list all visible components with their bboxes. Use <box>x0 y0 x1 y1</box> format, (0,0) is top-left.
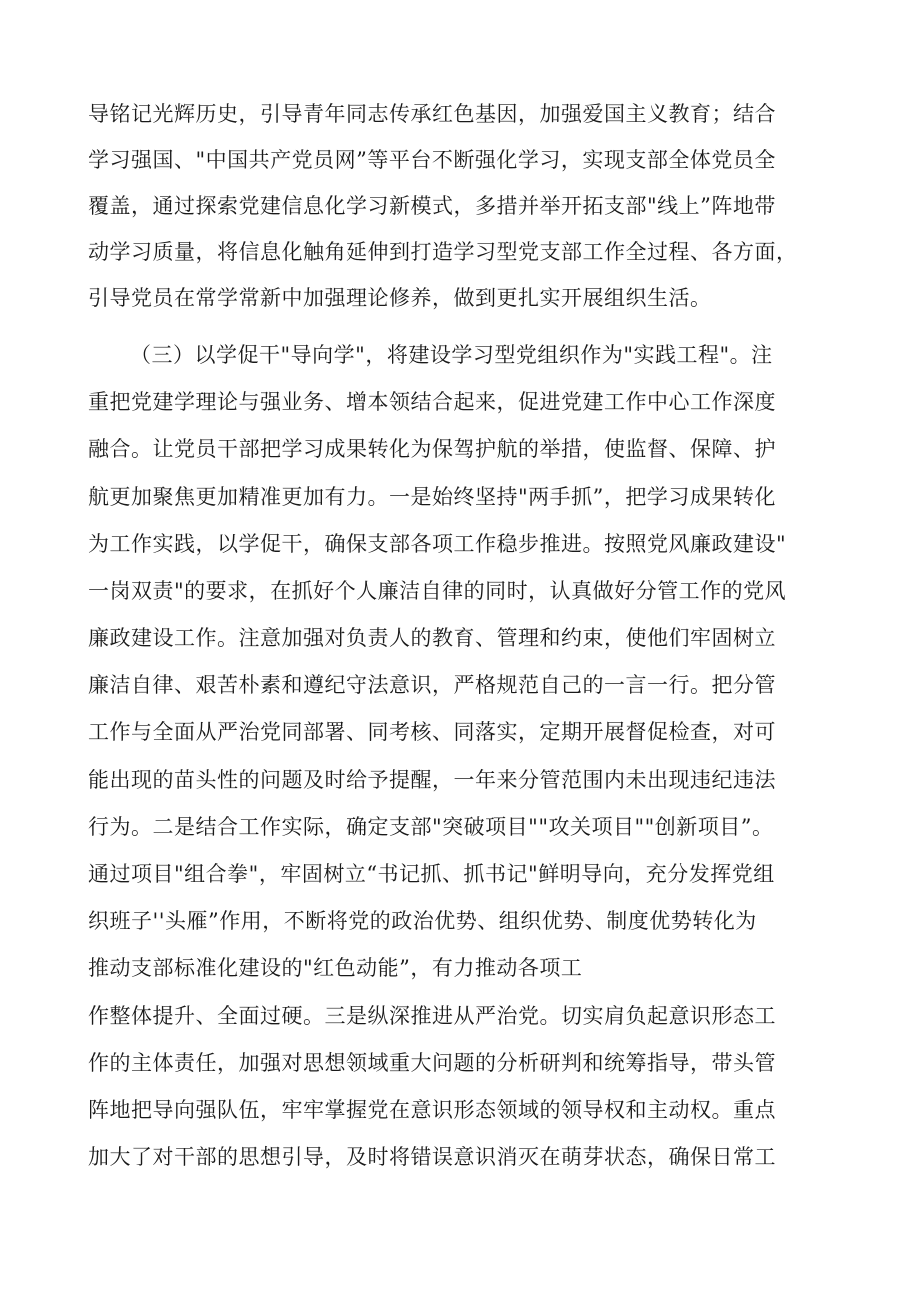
text-line: 工作与全面从严治党同部署、同考核、同落实，定期开展督促检查，对可 <box>88 720 776 744</box>
text-line: 航更加聚焦更加精准更加有力。一是始终坚持"两手抓”，把学习成果转化 <box>88 485 776 509</box>
text-line: 能出现的苗头性的问题及时给予提醒，一年来分管范围内未出现违纪违法 <box>88 768 776 792</box>
text-line: 作的主体责任，加强对思想领域重大问题的分析研判和统筹指导，带头管 <box>88 1051 776 1075</box>
text-line: 为工作实践，以学促干，确保支部各项工作稳步推进。按照党风廉政建设" <box>88 532 787 556</box>
text-line: 覆盖，通过探索党建信息化学习新模式，多措并举开拓支部"线上”阵地带 <box>88 194 776 218</box>
text-line: 重把党建学理论与强业务、增本领结合起来，促进党建工作中心工作深度 <box>88 390 776 414</box>
text-line: 加大了对干部的思想引导，及时将错误意识消灭在萌芽状态，确保日常工 <box>88 1145 776 1169</box>
text-line: 廉洁自律、艰苦朴素和遵纪守法意识，严格规范自己的一言一行。把分管 <box>88 673 776 697</box>
text-line: 动学习质量，将信息化触角延伸到打造学习型党支部工作全过程、各方面， <box>88 240 798 264</box>
text-line: 阵地把导向强队伍，牢牢掌握党在意识形态领域的领导权和主动权。重点 <box>88 1098 776 1122</box>
text-line: 导铭记光辉历史，引导青年同志传承红色基因，加强爱国主义教育；结合 <box>88 102 776 126</box>
text-line: 廉政建设工作。注意加强对负责人的教育、管理和约束，使他们牢固树立 <box>88 626 776 650</box>
text-line: 行为。二是结合工作实际，确定支部"突破项目""攻关项目""创新项目”。 <box>88 815 774 839</box>
text-line: 作整体提升、全面过硬。三是纵深推进从严治党。切实肩负起意识形态工 <box>88 1004 776 1028</box>
text-line: 引导党员在常学常新中加强理论修养，做到更扎实开展组织生活。 <box>88 286 712 310</box>
text-line: 织班子''头雁”作用，不断将党的政治优势、组织优势、制度优势转化为 <box>88 909 757 933</box>
paragraph-heading-line: （三）以学促干"导向学"，将建设学习型党组织作为"实践工程"。注 <box>130 343 773 367</box>
text-line: 推动支部标准化建设的"红色动能”，有力推动各项工 <box>88 956 583 980</box>
text-line: 融合。让党员干部把学习成果转化为保驾护航的举措，使监督、保障、护 <box>88 437 776 461</box>
text-line: 通过项目"组合拳"，牢固树立“书记抓、抓书记"鲜明导向，充分发挥党组 <box>88 862 775 886</box>
text-line: 学习强国、"中国共产党员网”等平台不断强化学习，实现支部全体党员全 <box>88 148 776 172</box>
text-line: 一岗双责"的要求，在抓好个人廉洁自律的同时，认真做好分管工作的党风 <box>88 579 787 603</box>
